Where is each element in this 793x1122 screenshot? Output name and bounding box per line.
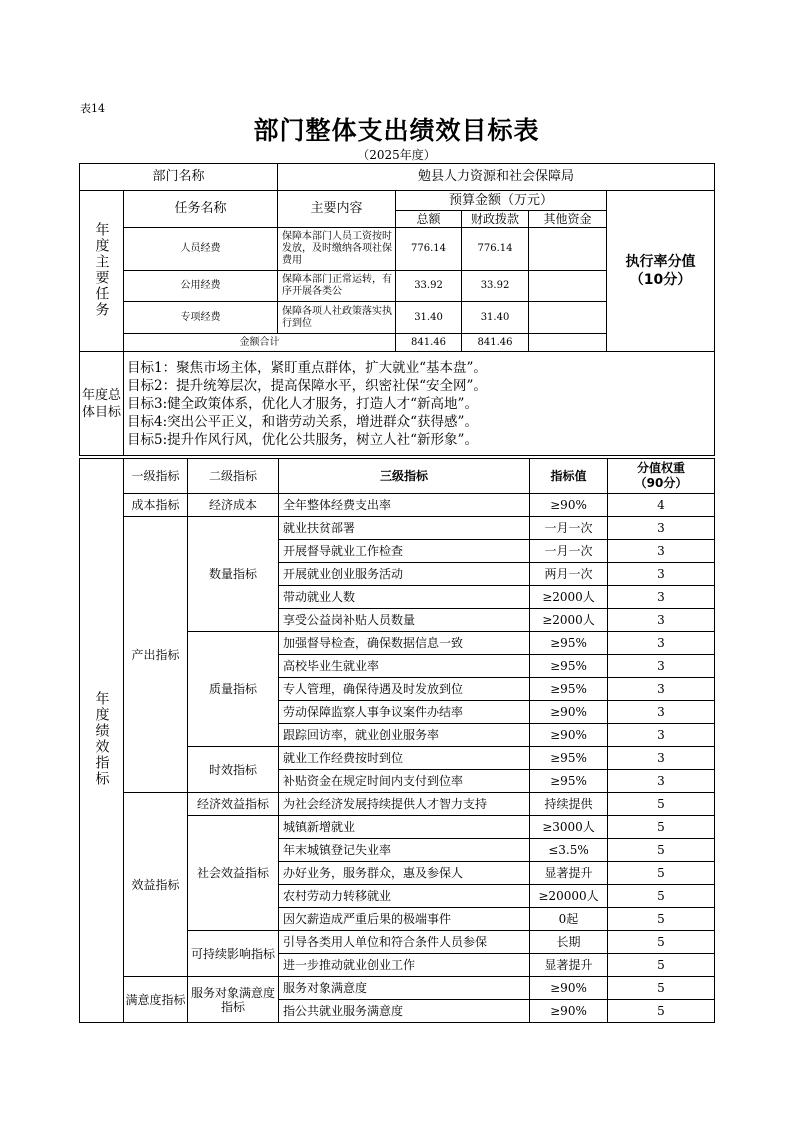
indicator-name: 年末城镇登记失业率 [279,839,530,862]
indicator-value: 两月一次 [530,563,608,586]
indicator-value: 0起 [530,908,608,931]
indicator-value: 一月一次 [530,540,608,563]
group-sustain: 可持续影响指标 [188,931,279,977]
indicator-name: 补贴资金在规定时间内支付到位率 [279,770,530,793]
group-satisfaction: 满意度指标 [124,977,188,1023]
task-total: 776.14 [396,228,462,271]
indicator-name: 服务对象满意度 [279,977,530,1000]
indicator-weight: 5 [608,1000,715,1023]
task-fiscal: 776.14 [462,228,529,271]
indicator-weight: 5 [608,839,715,862]
task-total: 31.40 [396,302,462,334]
goal-item: 目标5:提升作风行风，优化公共服务，树立人社“新形象”。 [127,431,478,448]
indicator-weight: 5 [608,977,715,1000]
indicator-name: 为社会经济发展持续提供人才智力支持 [279,793,530,816]
indicator-value: ≤3.5% [530,839,608,862]
col-weight-label: 分值权重 [636,461,685,475]
indicator-value: ≥95% [530,632,608,655]
indicator-weight: 3 [608,724,715,747]
indicator-name: 就业工作经费按时到位 [279,747,530,770]
task-name: 专项经费 [124,302,278,334]
indicator-weight: 3 [608,701,715,724]
indicator-name: 开展就业创业服务活动 [279,563,530,586]
indicator-value: ≥90% [530,977,608,1000]
group-cost: 成本指标 [124,494,188,517]
task-other [529,271,607,302]
indicator-value: 显著提升 [530,954,608,977]
indicator-weight: 5 [608,954,715,977]
goal-item: 目标2：提升统筹层次，提高保障水平，织密社保“安全网”。 [127,377,487,394]
indicator-weight: 3 [608,586,715,609]
indicator-weight: 3 [608,632,715,655]
indicator-side-label: 年度绩效指标 [80,459,124,1023]
task-fiscal: 31.40 [462,302,529,334]
task-table [79,163,715,456]
indicator-name: 跟踪回访率，就业创业服务率 [279,724,530,747]
indicator-name: 高校毕业生就业率 [279,655,530,678]
indicator-weight: 3 [608,747,715,770]
col-level1: 一级指标 [124,459,188,494]
indicator-value: ≥95% [530,678,608,701]
indicator-weight: 3 [608,540,715,563]
indicator-weight: 3 [608,770,715,793]
col-weight-sub: （90分） [634,476,688,490]
indicator-table [79,458,715,1023]
task-content: 保障本部门人员工资按时发放，及时缴纳各项社保费用 [278,228,396,271]
tasks-side-label: 年度主要任务 [80,191,124,352]
group-econ-benefit: 经济效益指标 [188,793,279,816]
indicator-value: 一月一次 [530,517,608,540]
indicator-name: 加强督导检查，确保数据信息一致 [279,632,530,655]
col-total: 总额 [396,211,462,228]
group-benefit: 效益指标 [124,793,188,977]
indicator-weight: 5 [608,885,715,908]
indicator-name: 进一步推动就业创业工作 [279,954,530,977]
indicator-weight: 5 [608,793,715,816]
indicator-value: ≥90% [530,701,608,724]
goals-side-label: 年度总体目标 [80,352,124,456]
indicator-name: 专人管理，确保待遇及时发放到位 [279,678,530,701]
indicator-name: 引导各类用人单位和符合条件人员参保 [279,931,530,954]
indicator-value: ≥90% [530,1000,608,1023]
indicator-weight: 4 [608,494,715,517]
task-other [529,302,607,334]
indicator-weight: 5 [608,862,715,885]
exec-rate-label: 执行率分值 [625,254,696,270]
indicator-value: ≥3000人 [530,816,608,839]
sum-label: 金额合计 [124,334,396,352]
goal-item: 目标3:健全政策体系，优化人才服务，打造人才“新高地”。 [127,395,478,412]
indicator-name: 城镇新增就业 [279,816,530,839]
task-content: 保障各项人社政策落实执行到位 [278,302,396,334]
indicator-name: 指公共就业服务满意度 [279,1000,530,1023]
exec-rate-cell [607,191,715,352]
col-other: 其他资金 [529,211,607,228]
indicator-name: 农村劳动力转移就业 [279,885,530,908]
sum-fiscal: 841.46 [462,334,529,352]
indicator-value: 长期 [530,931,608,954]
goal-item: 目标1：聚焦市场主体，紧盯重点群体，扩大就业“基本盘”。 [127,359,487,376]
sum-other [529,334,607,352]
dept-name-value: 勉县人力资源和社会保障局 [278,164,715,191]
goal-item: 目标4:突出公平正义，和谐劳动关系，增进群众“获得感”。 [127,413,478,430]
group-social-benefit: 社会效益指标 [188,816,279,931]
col-fiscal: 财政拨款 [462,211,529,228]
dept-name-label: 部门名称 [80,164,278,191]
group-cost-econ: 经济成本 [188,494,279,517]
indicator-value: ≥95% [530,655,608,678]
indicator-weight: 3 [608,609,715,632]
task-content: 保障本部门正常运转，有序开展各类公 [278,271,396,302]
group-quality: 质量指标 [188,632,279,747]
indicator-value: ≥20000人 [530,885,608,908]
group-service-sat: 服务对象满意度指标 [188,977,279,1023]
table-number: 表14 [80,102,105,115]
col-level3: 三级指标 [279,459,530,494]
col-main-content: 主要内容 [278,191,396,228]
indicator-value: ≥90% [530,724,608,747]
indicator-name: 劳动保障监察人事争议案件办结率 [279,701,530,724]
indicator-weight: 5 [608,908,715,931]
budget-header: 预算金额（万元） [396,191,607,211]
task-name: 公用经费 [124,271,278,302]
indicator-weight: 5 [608,816,715,839]
indicator-name: 开展督导就业工作检查 [279,540,530,563]
overall-goals [124,352,715,456]
col-value: 指标值 [530,459,608,494]
indicator-weight: 3 [608,563,715,586]
indicator-weight: 3 [608,655,715,678]
page-title: 部门整体支出绩效目标表 [253,116,540,145]
group-timeliness: 时效指标 [188,747,279,793]
indicator-name: 办好业务，服务群众，惠及参保人 [279,862,530,885]
col-task-name: 任务名称 [124,191,278,228]
indicator-name: 全年整体经费支出率 [279,494,530,517]
sum-total: 841.46 [396,334,462,352]
indicator-weight: 5 [608,931,715,954]
col-weight [608,459,715,494]
indicator-weight: 3 [608,678,715,701]
group-output: 产出指标 [124,517,188,793]
indicator-name: 带动就业人数 [279,586,530,609]
indicator-value: ≥2000人 [530,609,608,632]
task-total: 33.92 [396,271,462,302]
indicator-value: 持续提供 [530,793,608,816]
indicator-value: ≥95% [530,747,608,770]
indicator-weight: 3 [608,517,715,540]
indicator-value: ≥90% [530,494,608,517]
task-fiscal: 33.92 [462,271,529,302]
indicator-name: 因欠薪造成严重后果的极端事件 [279,908,530,931]
fiscal-year: （2025年度） [357,148,436,162]
col-level2: 二级指标 [188,459,279,494]
indicator-value: ≥2000人 [530,586,608,609]
task-other [529,228,607,271]
indicator-name: 就业扶贫部署 [279,517,530,540]
task-name: 人员经费 [124,228,278,271]
exec-rate-score: （10分） [629,272,692,288]
indicator-value: ≥95% [530,770,608,793]
group-quantity: 数量指标 [188,517,279,632]
indicator-value: 显著提升 [530,862,608,885]
indicator-name: 享受公益岗补贴人员数量 [279,609,530,632]
